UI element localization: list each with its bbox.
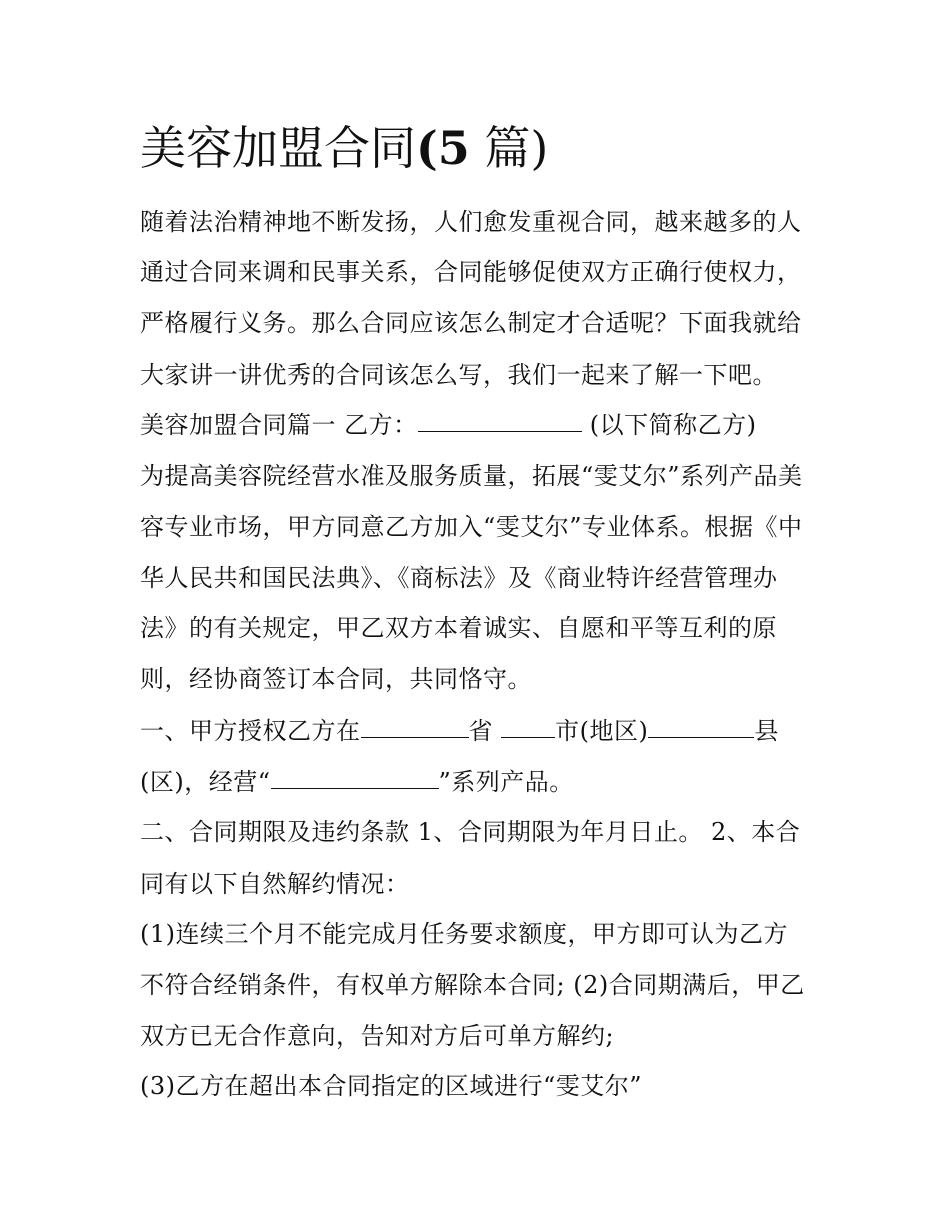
preamble-line: 则，经协商签订本合同，共同恪守。 <box>140 665 532 693</box>
intro-line: 通过合同来调和民事关系，合同能够促使双方正确行使权力， <box>140 258 802 286</box>
intro-line: 大家讲一讲优秀的合同该怎么写，我们一起来了解一下吧。 <box>140 361 777 389</box>
party-suffix: (以下简称乙方) <box>581 411 757 439</box>
clause1-line2 <box>140 767 574 797</box>
party-name-blank <box>418 409 582 432</box>
clause1-line2-prefix: (区)，经营“ <box>140 768 271 796</box>
clause2-line: 双方已无合作意向，告知对方后可单方解约; <box>140 1022 615 1050</box>
product-series-blank <box>271 766 439 789</box>
clause2-line: (1)连续三个月不能完成月任务要求额度，甲方即可认为乙方 <box>140 920 788 948</box>
clause1-line2-suffix: ”系列产品。 <box>438 768 574 796</box>
county-blank <box>648 715 754 738</box>
party-line <box>140 410 757 440</box>
preamble-line: 法》的有关规定，甲乙双方本着诚实、自愿和平等互利的原 <box>140 614 777 642</box>
title-number: (5 <box>416 121 470 175</box>
preamble-line: 容专业市场，甲方同意乙方加入“雯艾尔”专业体系。根据《中 <box>140 513 803 541</box>
preamble-line: 为提高美容院经营水准及服务质量，拓展“雯艾尔”系列产品美 <box>140 462 803 490</box>
clause2-line: (3)乙方在超出本合同指定的区域进行“雯艾尔” <box>140 1072 643 1100</box>
clause1-line <box>140 716 779 746</box>
title-main: 美容加盟合同 <box>140 121 416 175</box>
province-blank <box>361 715 469 738</box>
clause1-part1: 一、甲方授权乙方在 <box>140 717 361 745</box>
party-prefix: 美容加盟合同篇一 乙方： <box>140 411 418 439</box>
clause2-line: 不符合经销条件，有权单方解除本合同; (2)合同期满后，甲乙 <box>140 971 805 999</box>
intro-line: 随着法治精神地不断发扬，人们愈发重视合同，越来越多的人 <box>140 208 802 236</box>
document-title <box>140 112 548 184</box>
clause1-part3: 市(地区) <box>555 717 649 745</box>
clause1-part2: 省 <box>468 717 502 745</box>
intro-line: 严格履行义务。那么合同应该怎么制定才合适呢？下面我就给 <box>140 309 802 337</box>
preamble-line: 华人民共和国民法典》、《商标法》及《商业特许经营管理办 <box>140 564 778 592</box>
clause2-line: 同有以下自然解约情况： <box>140 870 410 898</box>
clause2-line: 二、合同期限及违约条款 1、合同期限为年月日止。 2、本合 <box>140 818 801 846</box>
clause1-part4: 县 <box>754 717 779 745</box>
city-blank <box>501 715 555 738</box>
title-end: 篇) <box>469 121 549 175</box>
